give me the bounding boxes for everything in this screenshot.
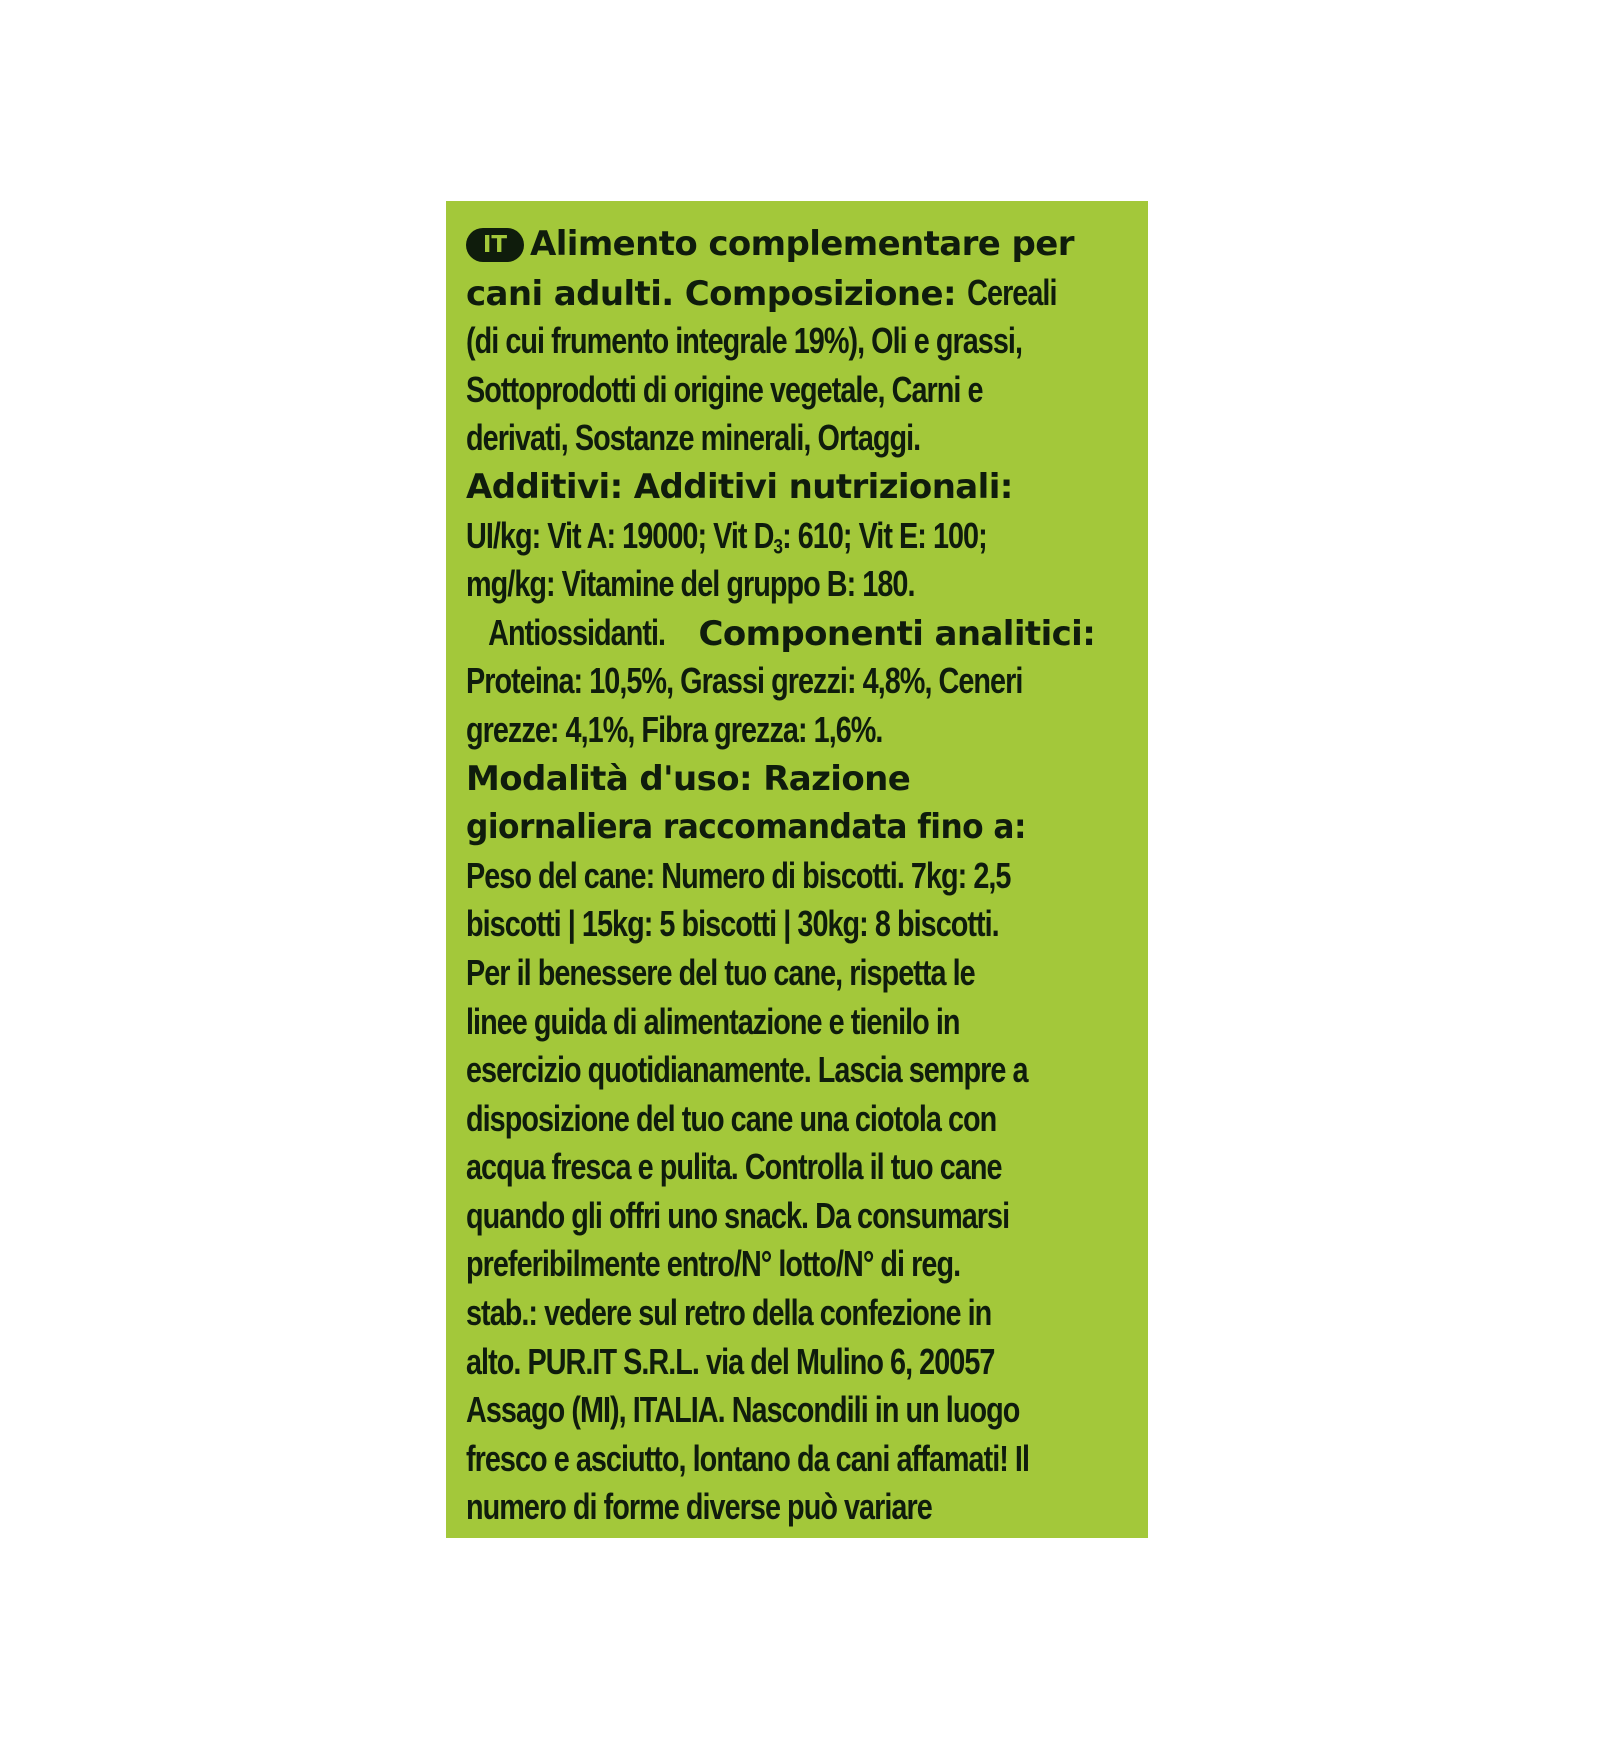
line-composition-1: (di cui frumento integrale 19%), Oli e grassi,: [466, 320, 1022, 362]
composition-text-start: Cereali: [967, 271, 1057, 313]
line-advice-2: linee guida di alimentazione e tienilo in: [466, 1000, 960, 1042]
product-description-text: Alimento complementare per: [530, 224, 1074, 264]
line-advice-4: disposizione del tuo cane una ciotola con: [466, 1097, 997, 1139]
line-advice-7: preferibilmente entro/N° lotto/N° di reg.: [466, 1243, 961, 1285]
line-vitamins: [466, 512, 1012, 561]
additives-heading: Additivi: Additivi nutrizionali:: [466, 466, 1013, 507]
line-advice-5: acqua fresca e pulita. Controlla il tuo cane: [466, 1146, 1002, 1188]
line-analytical-2: grezze: 4,1%, Fibra grezza: 1,6%.: [466, 708, 883, 750]
line-composition-2: Sottoprodotti di origine vegetale, Carni e: [466, 368, 983, 410]
pet-food-label-panel: [446, 201, 1148, 1538]
line-advice-8: stab.: vedere sul retro della confezione in: [466, 1292, 992, 1334]
composition-heading: cani adulti. Composizione:: [466, 273, 956, 314]
line-storage-1: fresco e asciutto, lontano da cani affamati! Il: [466, 1437, 1030, 1479]
line-advice-3: esercizio quotidianamente. Lascia sempre a: [466, 1049, 1028, 1091]
vitamins-text-b: : 610; Vit E: 100;: [782, 514, 987, 556]
line-storage-2: numero di forme diverse può variare: [466, 1486, 932, 1528]
analytical-components-heading: Componenti analitici:: [698, 613, 1096, 654]
line-product-description: [466, 220, 1148, 269]
antioxidants-text: Antiossidanti.: [488, 611, 666, 653]
line-analytical-1: Proteina: 10,5%, Grassi grezzi: 4,8%, Ceneri: [466, 660, 1023, 702]
line-address-2: Assago (MI), ITALIA. Nascondili in un luogo: [466, 1389, 1020, 1431]
language-badge: IT: [466, 228, 524, 262]
line-feeding-2: biscotti | 15kg: 5 biscotti | 30kg: 8 biscotti.: [466, 903, 999, 945]
usage-heading-1: Modalità d'uso: Razione: [466, 758, 911, 799]
usage-heading-2: giornaliera raccomandata fino a:: [466, 807, 1026, 848]
line-composition-heading: [466, 269, 1148, 318]
line-antioxidants: [466, 609, 1148, 658]
line-vitamin-b: mg/kg: Vitamine del gruppo B: 180.: [466, 563, 915, 605]
vitamins-text-a: UI/kg: Vit A: 19000; Vit D: [466, 514, 774, 556]
line-advice-1: Per il benessere del tuo cane, rispetta le: [466, 951, 975, 993]
vitamin-d-subscript: 3: [773, 532, 783, 558]
line-composition-3: derivati, Sostanze minerali, Ortaggi.: [466, 417, 921, 459]
line-address-1: alto. PUR.IT S.R.L. via del Mulino 6, 20057: [466, 1340, 995, 1382]
line-advice-6: quando gli offri uno snack. Da consumarsi: [466, 1194, 1010, 1236]
line-feeding-1: Peso del cane: Numero di biscotti. 7kg: 2,5: [466, 854, 1011, 896]
